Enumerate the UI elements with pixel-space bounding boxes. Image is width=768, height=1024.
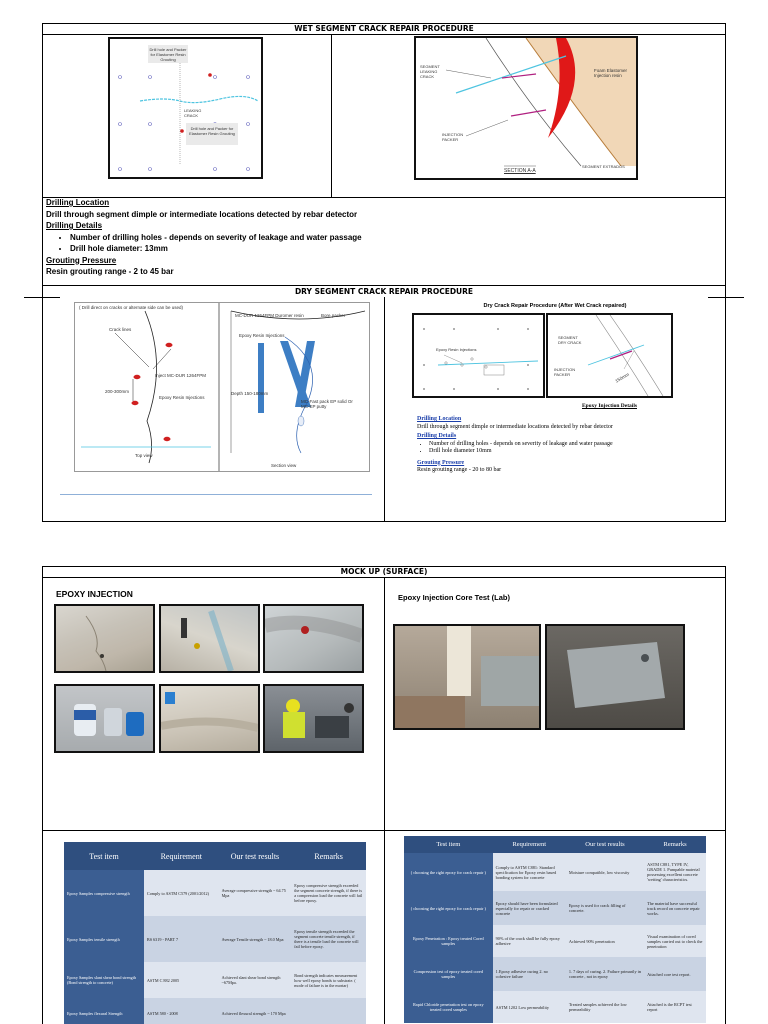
mockup-photo-1-svg [56,606,153,671]
mockup-photo-3-svg [265,606,362,671]
dry-right-epoxy-label: Epoxy Resin Injections [436,347,477,352]
table-cell: Achieved slant shear bond strength ~67Mpa. [219,962,292,998]
dry-dl-heading: Drilling Location [417,416,462,422]
table-1-header: Test item [64,842,144,870]
test-results-table-1 [64,842,366,1024]
table-cell: ( choosing the right epoxy for crack repair ) [404,891,493,925]
table-cell: ( choosing the right epoxy for crack repair ) [404,853,493,891]
dry-right-text [417,416,707,475]
dry-details-caption: Epoxy Injection Details [582,403,637,409]
dry-crack-label: Crack lines [109,327,132,332]
wet-drill-bottom-label: Drill hole and Packer for Elastomer Resin Grouting [189,126,235,136]
dry-spacing-label: 200-300mm [105,389,130,394]
dry-bullet-2: • Drill hole diameter 10mm [429,448,707,456]
table-cell [291,998,366,1024]
table-1-header-row [64,842,366,870]
wet-extrados-label: SEGMENT EXTRADOS [582,164,625,169]
wet-drilling-location-heading: Drilling Location [46,198,110,207]
wet-bullet-list [70,232,722,255]
dry-title-line-right [708,297,744,298]
table-2-header: Our test results [566,836,644,853]
mock-section-title: MOCK UP (SURFACE) [340,567,428,576]
wet-title-divider [42,34,726,35]
table-row [404,925,706,957]
table-cell: Average compressive strength ~ 64.75 Mpa [219,870,292,916]
table-row [404,853,706,891]
table-cell: Rapid Chloride penetration test on epoxy treated cored samples [404,991,493,1023]
table-row [404,957,706,991]
table-row [64,916,366,962]
wet-text-block [46,197,722,278]
mock-column-divider [384,577,385,1024]
dry-gp-heading: Grouting Pressure [417,459,465,466]
wet-section-diagram-svg [416,38,636,178]
table-cell: Compression test of epoxy treated cored samples [404,957,493,991]
dry-left-underline [60,494,372,495]
dry-right-caption: Dry Crack Repair Procedure (After Wet Crack repaired) [483,303,627,309]
mock-row-divider [42,830,726,831]
table-2-header-row [404,836,706,853]
table-cell: ASTM 580 - 2008 [144,998,219,1024]
mockup-photo-5-svg [161,686,258,751]
mockup-photo-3 [263,604,364,673]
table-cell: Achieved flexural strength ~ 170 Mpa [219,998,292,1024]
dry-inject-label: Inject MC-DUR 1264FPM [155,373,207,378]
dry-bore-label: Bore packer [321,313,346,318]
table-cell: Visual examination of cored samples carried out to check the penetration [644,925,706,957]
dry-gp-text: Resin grouting range - 20 to 80 bar [417,467,502,473]
dry-dd-heading: Drilling Details [417,433,457,439]
dry-injection-diagram-left [412,313,545,398]
table-cell: Epoxy Samples flexural Strength [64,998,144,1024]
table-cell: 1. 7 days of curing. 2. Failure primarily in concrete , not in epoxy [566,957,644,991]
dry-mm-label: 150mm [614,371,630,384]
dry-injection-diagram-right-svg [548,315,671,396]
mockup-photo-5 [159,684,260,753]
dry-injection-diagram-left-svg [414,315,543,396]
dry-packer-label: INJECTION PACKER [554,367,576,377]
dry-injection-diagram-right [546,313,673,398]
table-cell: Epoxy Samples compressive strength [64,870,144,916]
dry-dl-text: Drill through segment dimple or intermediate locations detected by rebar detector [417,423,613,430]
table-cell: Attached core test report. [644,957,706,991]
core-test-photo-2 [545,624,685,730]
dry-top-label: Top view [135,453,153,458]
wet-leaking-label: LEAKING CRACK [184,108,202,118]
mockup-photo-2 [159,604,260,673]
dry-fastpack-label: MC-Fast pack EP solid Or MC-EP putty [301,399,353,409]
wet-grouting-text: Resin grouting range - 2 to 45 bar [46,267,174,276]
dry-bullet-list [429,441,707,456]
table-cell: 90% of the crack shall be fully epoxy adhesive [493,925,566,957]
table-cell: ASTM 1202 Low permeability [493,991,566,1023]
table-cell: ASTM C881, TYPE IV, GRADE 1. Pumpable material possessing excellent concrete 'wetting' characteristics. [644,853,706,891]
wet-section-label: SECTION A-A [504,168,536,174]
dry-epoxy2-label: Epoxy Resin Injections [239,333,285,338]
mockup-photo-6-svg [265,686,362,751]
mockup-photo-6 [263,684,364,753]
mockup-photo-1 [54,604,155,673]
test-results-table-2 [404,836,706,1023]
table-row [64,962,366,998]
table-cell: Moisture compatible, low viscosity [566,853,644,891]
core-test-photo-2-svg [547,626,683,728]
table-row [64,998,366,1024]
table-cell: Bond strength indicates measurement how well epoxy bonds to substrate. ( mode of failure is in the mortar) [291,962,366,998]
table-cell: Comply to ASTM C579 (2001/2012) [144,870,219,916]
table-cell: Treated samples achieved the low permeability [566,991,644,1023]
dry-mcdur-label: MC-DUR 1264FPM Duromer resin [235,313,304,318]
dry-column-divider [384,297,385,522]
wet-drilling-details-heading: Drilling Details [46,221,103,230]
table-cell: The material have successful track record on concrete repair works. [644,891,706,925]
wet-bullet-2: • Drill hole diameter: 13mm [70,243,722,255]
mockup-photo-2-svg [161,606,258,671]
dry-left-diagram [74,302,370,472]
table-cell: Comply to ASTM C881: Standard specification for Epoxy resin based bonding system for concrete [493,853,566,891]
table-1-header: Our test results [219,842,292,870]
table-cell: Epoxy tensile strength exceeded the segment concrete tensile strength, if there is a tensile load the concrete will fail before epoxy. [291,916,366,962]
dry-section-title: DRY SEGMENT CRACK REPAIR PROCEDURE [294,287,474,296]
wet-column-divider [331,34,332,198]
table-cell: Epoxy should have been formulated especially for repair or cracked concrete [493,891,566,925]
wet-injection-label: INJECTION PACKER [442,132,464,142]
table-2-header: Requirement [493,836,566,853]
table-2-header: Test item [404,836,493,853]
dry-depth-label: Depth 150-180mm [231,391,269,396]
table-cell: Epoxy Samples slant shear bond strength (Bond strength to concrete) [64,962,144,998]
core-test-photo-1-svg [395,626,539,728]
dry-title-line-left [24,297,60,298]
table-cell: Epoxy Penetration : Epoxy treated Cored samples [404,925,493,957]
table-row [404,991,706,1023]
wet-bullet-1: • Number of drilling holes - depends on severity of leakage and water passage [70,232,722,244]
epoxy-injection-title: EPOXY INJECTION [56,589,133,599]
wet-section-diagram [414,36,638,180]
table-row [64,870,366,916]
wet-section-title: WET SEGMENT CRACK REPAIR PROCEDURE [294,24,474,33]
wet-drilling-diagram [108,37,263,179]
table-cell: BS 6319 - PART 7 [144,916,219,962]
table-cell: Attached is the RCPT test report [644,991,706,1023]
table-cell: Epoxy is used for crack filling of concrete. [566,891,644,925]
wet-drilling-location-text: Drill through segment dimple or intermediate locations detected by rebar detector [46,209,358,219]
wet-drill-top-label: Drill hole and Packer for Elastomer Resin Grouting [149,47,187,62]
core-test-photo-1 [393,624,541,730]
wet-foam-label: Foam Elastomer Injection resin [594,68,628,78]
dry-section-view-label: Section view [271,463,297,468]
table-cell: Epoxy Samples tensile strength [64,916,144,962]
table-2-header: Remarks [644,836,706,853]
table-cell: Achieved 90% penetration [566,925,644,957]
dry-bullet-1: • Number of drilling holes - depends on severity of leakage and water passage [429,441,707,449]
table-cell: 1.Epoxy adhesive curing 2. no cohesive failure [493,957,566,991]
mockup-photo-4-svg [56,686,153,751]
table-cell: ASTM C 882 2005 [144,962,219,998]
table-cell: Average Tensile strength ~ 18.0 Mpa [219,916,292,962]
core-test-title: Epoxy Injection Core Test (Lab) [398,593,510,602]
dry-note-label: ( Drill direct on cracks or alternate side can be used) [79,305,184,310]
table-cell: Epoxy compressive strength exceeded the segment concrete strength, if there is a compression load the concrete will fail before epoxy. [291,870,366,916]
dry-epoxy-label: Epoxy Resin Injections [159,395,205,400]
wet-grouting-heading: Grouting Pressure [46,255,117,265]
wet-segment-crack-label: SEGMENT LEAKING CRACK [420,64,440,79]
dry-segment-crack-label: SEGMENT DRY CRACK [558,335,582,345]
table-1-header: Requirement [144,842,219,870]
table-1-header: Remarks [291,842,366,870]
table-row [404,891,706,925]
mockup-photo-4 [54,684,155,753]
